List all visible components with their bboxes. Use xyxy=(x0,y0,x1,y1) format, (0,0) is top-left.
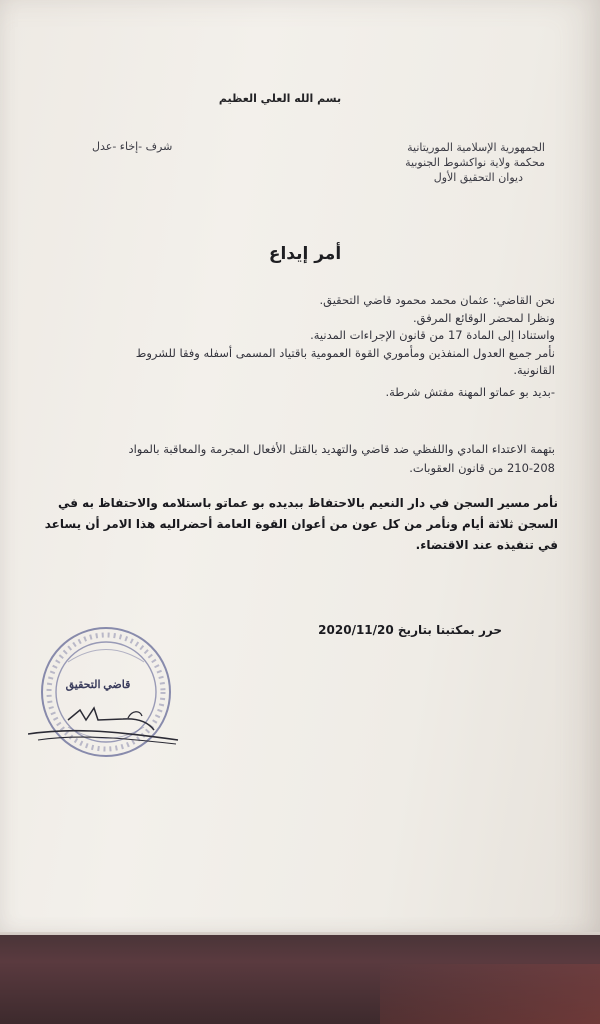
court-header xyxy=(315,140,545,185)
issue-date-line: حرر بمكتبنا بتاريخ 2020/11/20 xyxy=(318,623,502,637)
intro-paragraph xyxy=(45,292,555,401)
order-paragraph xyxy=(33,493,558,556)
header-line-republic: الجمهورية الإسلامية الموريتانية xyxy=(407,141,545,154)
intro-line: القانونية. xyxy=(513,363,555,377)
motto: شرف -إخاء -عدل xyxy=(92,140,173,153)
intro-line: واستنادا إلى المادة 17 من قانون الإجراءات المدنية. xyxy=(310,328,555,342)
intro-line: ونظرا لمحضر الوقائع المرفق. xyxy=(413,310,555,325)
header-line-chamber: ديوان التحقيق الأول xyxy=(433,171,523,184)
intro-line: نأمر جميع العدول المنفذين ومأموري القوة العمومية باقتياد المسمى أسفله وفقا للشروط xyxy=(135,345,555,360)
charge-line: 210-208 من قانون العقوبات. xyxy=(409,461,555,475)
accused-line: -بديد بو عماتو المهنة مفتش شرطة. xyxy=(385,384,555,399)
order-line: السجن ثلاثة أيام ونأمر من كل عون من أعوان القوة العامة أحضراليه هذا الامر أن يساعد xyxy=(44,517,558,531)
intro-line: نحن القاضي: عثمان محمد محمود قاضي التحقيق. xyxy=(319,293,555,307)
stamp-label: قاضي التحقيق xyxy=(65,679,131,691)
header-line-court: محكمة ولاية نواكشوط الجنوبية xyxy=(405,156,545,169)
document-title: أمر إيداع xyxy=(268,244,342,264)
charge-line: بتهمة الاعتداء المادي واللفظي ضد قاضي والتهديد بالقتل الأفعال المجرمة والمعاقبة بالمواد xyxy=(128,442,555,456)
order-line: نأمر مسير السجن في دار النعيم بالاحتفاظ ببديده بو عماتو باستلامه والاحتفاظ به في xyxy=(57,496,558,510)
folder-cover xyxy=(0,935,600,1024)
court-stamp-icon xyxy=(28,622,183,772)
order-line: في تنفيذه عند الاقتضاء. xyxy=(415,538,558,552)
charge-paragraph xyxy=(35,440,555,478)
basmala: بسم الله العلي العظيم xyxy=(218,92,342,105)
